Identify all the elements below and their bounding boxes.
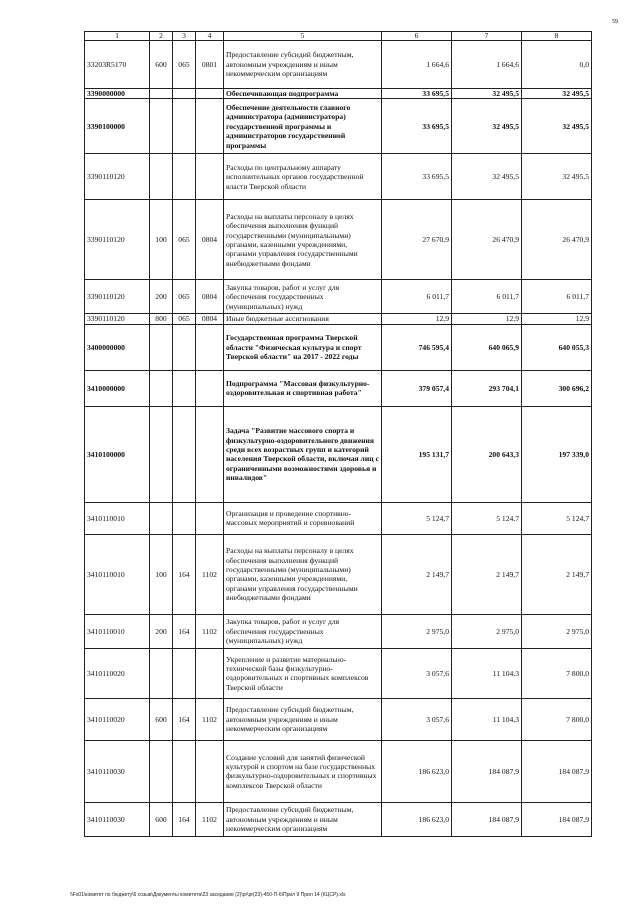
- cell-kcsr-code: 3410110020: [85, 698, 150, 740]
- cell-section: [196, 99, 224, 154]
- cell-expense-type: [150, 406, 173, 502]
- cell-description: Расходы по центральному аппарату исполнительных органов государственной власти Тверской области: [224, 154, 382, 200]
- cell-description: Создание условий для занятий физической культурой и спортом на базе государственных физкультурно-оздоровительных и спортивных комплексов Тверской области: [224, 740, 382, 802]
- budget-table: [84, 31, 592, 837]
- cell-department: [173, 89, 196, 99]
- cell-amount-col8: 184 087,9: [522, 802, 592, 836]
- cell-expense-type: 800: [150, 314, 173, 324]
- table-body: [85, 41, 592, 837]
- cell-amount-col8: 32 495,5: [522, 89, 592, 99]
- cell-amount-col8: 2 149,7: [522, 534, 592, 614]
- cell-amount-col8: 5 124,7: [522, 502, 592, 534]
- table-row: [85, 534, 592, 614]
- cell-amount-col6: 5 124,7: [382, 502, 452, 534]
- cell-amount-col7: 293 704,1: [452, 370, 522, 406]
- cell-description: Государственная программа Тверской области "Физическая культура и спорт Тверской области" на 2017 - 2022 годы: [224, 324, 382, 370]
- cell-amount-col6: 3 057,6: [382, 698, 452, 740]
- table-row: [85, 89, 592, 99]
- cell-amount-col8: 7 800,0: [522, 698, 592, 740]
- cell-kcsr-code: 33203R5170: [85, 41, 150, 89]
- cell-department: [173, 154, 196, 200]
- table-row: [85, 502, 592, 534]
- cell-amount-col6: 2 149,7: [382, 534, 452, 614]
- cell-department: [173, 740, 196, 802]
- cell-department: 065: [173, 280, 196, 314]
- cell-expense-type: 600: [150, 802, 173, 836]
- cell-amount-col6: 33 695,5: [382, 99, 452, 154]
- cell-amount-col6: 6 011,7: [382, 280, 452, 314]
- cell-description: Задача "Развитие массового спорта и физкультурно-оздоровительного движения среди всех возрастных групп и категорий населения Тверской области, включая лиц с ограниченными возможностями здоровья и инвалидов": [224, 406, 382, 502]
- cell-section: 1102: [196, 802, 224, 836]
- cell-amount-col7: 32 495,5: [452, 99, 522, 154]
- cell-amount-col8: 32 495,5: [522, 154, 592, 200]
- cell-description: Закупка товаров, работ и услуг для обеспечения государственных (муниципальных) нужд: [224, 280, 382, 314]
- table-row: [85, 200, 592, 280]
- cell-kcsr-code: 3410110010: [85, 534, 150, 614]
- cell-section: [196, 502, 224, 534]
- cell-amount-col8: 0,0: [522, 41, 592, 89]
- header-col-1: 1: [85, 32, 150, 41]
- cell-description: Иные бюджетные ассигнования: [224, 314, 382, 324]
- table-row: [85, 41, 592, 89]
- cell-kcsr-code: 3410110020: [85, 648, 150, 698]
- cell-amount-col7: 5 124,7: [452, 502, 522, 534]
- cell-department: 164: [173, 698, 196, 740]
- cell-amount-col7: 1 664,6: [452, 41, 522, 89]
- cell-amount-col8: 2 975,0: [522, 614, 592, 648]
- cell-department: [173, 370, 196, 406]
- cell-amount-col7: 2 975,0: [452, 614, 522, 648]
- cell-kcsr-code: 3390100000: [85, 99, 150, 154]
- cell-kcsr-code: 3410110010: [85, 614, 150, 648]
- cell-kcsr-code: 3390110120: [85, 200, 150, 280]
- cell-amount-col7: 11 104,3: [452, 698, 522, 740]
- cell-amount-col7: 200 643,3: [452, 406, 522, 502]
- cell-description: Предоставление субсидий бюджетным, автономным учреждениям и иным некоммерческим организациям: [224, 698, 382, 740]
- table-row: [85, 614, 592, 648]
- cell-section: 0804: [196, 200, 224, 280]
- cell-expense-type: 600: [150, 41, 173, 89]
- cell-expense-type: [150, 502, 173, 534]
- table-row: [85, 324, 592, 370]
- header-col-6: 6: [382, 32, 452, 41]
- header-col-2: 2: [150, 32, 173, 41]
- cell-kcsr-code: 3410100000: [85, 406, 150, 502]
- cell-expense-type: [150, 740, 173, 802]
- cell-expense-type: 100: [150, 534, 173, 614]
- cell-department: [173, 406, 196, 502]
- cell-amount-col7: 6 011,7: [452, 280, 522, 314]
- cell-amount-col7: 26 470,9: [452, 200, 522, 280]
- cell-department: 065: [173, 200, 196, 280]
- table-row: [85, 280, 592, 314]
- cell-section: 1102: [196, 698, 224, 740]
- cell-expense-type: 600: [150, 698, 173, 740]
- cell-amount-col7: 32 495,5: [452, 89, 522, 99]
- cell-amount-col8: 26 470,9: [522, 200, 592, 280]
- cell-amount-col7: 32 495,5: [452, 154, 522, 200]
- cell-amount-col7: 184 087,9: [452, 802, 522, 836]
- file-path-footer: \\Fs01\комитет по бюджету\6 созыв\Документы комитета\23 заседание (2)\pr\pr(23)-450-П-6\Прил 9 Прил 14 (КЦСР).xls: [70, 892, 346, 898]
- cell-amount-col7: 12,9: [452, 314, 522, 324]
- cell-section: [196, 154, 224, 200]
- header-col-7: 7: [452, 32, 522, 41]
- cell-kcsr-code: 3410000000: [85, 370, 150, 406]
- cell-department: [173, 502, 196, 534]
- cell-expense-type: [150, 324, 173, 370]
- cell-amount-col8: 197 339,0: [522, 406, 592, 502]
- table-row: [85, 406, 592, 502]
- cell-amount-col7: 2 149,7: [452, 534, 522, 614]
- cell-amount-col6: 12,9: [382, 314, 452, 324]
- cell-kcsr-code: 3390000000: [85, 89, 150, 99]
- cell-section: [196, 370, 224, 406]
- table-row: [85, 698, 592, 740]
- cell-description: Закупка товаров, работ и услуг для обеспечения государственных (муниципальных) нужд: [224, 614, 382, 648]
- table-row: [85, 802, 592, 836]
- cell-amount-col8: 12,9: [522, 314, 592, 324]
- cell-department: [173, 324, 196, 370]
- cell-department: 164: [173, 614, 196, 648]
- cell-kcsr-code: 3390110120: [85, 314, 150, 324]
- cell-amount-col7: 11 104,3: [452, 648, 522, 698]
- cell-department: [173, 99, 196, 154]
- cell-description: Расходы на выплаты персоналу в целях обеспечения выполнения функций государственными (муниципальными) органами, казенными учреждениями, органами управления государственными внебюджетными фондами: [224, 534, 382, 614]
- cell-description: Подпрограмма "Массовая физкультурно-оздоровительная и спортивная работа": [224, 370, 382, 406]
- cell-amount-col8: 640 055,3: [522, 324, 592, 370]
- cell-description: Обеспечение деятельности главного администратора (администратора) государственной программы и администраторов государственной программы: [224, 99, 382, 154]
- cell-section: [196, 740, 224, 802]
- cell-amount-col6: 186 623,0: [382, 740, 452, 802]
- cell-description: Расходы на выплаты персоналу в целях обеспечения выполнения функций государственными (муниципальными) органами, казенными учреждениями, органами управления государственными внебюджетными фондами: [224, 200, 382, 280]
- cell-amount-col6: 1 664,6: [382, 41, 452, 89]
- cell-amount-col8: 300 696,2: [522, 370, 592, 406]
- cell-amount-col7: 184 087,9: [452, 740, 522, 802]
- table-row: [85, 370, 592, 406]
- cell-description: Укрепление и развитие материально-технической базы физкультурно-оздоровительных и спортивных комплексов Тверской области: [224, 648, 382, 698]
- cell-section: [196, 324, 224, 370]
- cell-amount-col6: 379 057,4: [382, 370, 452, 406]
- cell-section: [196, 406, 224, 502]
- cell-amount-col7: 640 065,9: [452, 324, 522, 370]
- cell-section: [196, 648, 224, 698]
- header-col-4: 4: [196, 32, 224, 41]
- cell-expense-type: 200: [150, 614, 173, 648]
- cell-kcsr-code: 3410110030: [85, 802, 150, 836]
- cell-amount-col6: 2 975,0: [382, 614, 452, 648]
- header-col-5: 5: [224, 32, 382, 41]
- cell-amount-col6: 195 131,7: [382, 406, 452, 502]
- cell-kcsr-code: 3410110010: [85, 502, 150, 534]
- cell-amount-col8: 6 011,7: [522, 280, 592, 314]
- header-col-3: 3: [173, 32, 196, 41]
- cell-description: Организация и проведение спортивно-массовых мероприятий и соревнований: [224, 502, 382, 534]
- cell-kcsr-code: 3390110120: [85, 154, 150, 200]
- page-number: 59: [612, 19, 618, 25]
- cell-expense-type: [150, 99, 173, 154]
- cell-amount-col6: 186 623,0: [382, 802, 452, 836]
- table-row: [85, 99, 592, 154]
- cell-expense-type: 200: [150, 280, 173, 314]
- table-row: [85, 648, 592, 698]
- cell-section: 0804: [196, 314, 224, 324]
- cell-amount-col6: 33 695,5: [382, 89, 452, 99]
- cell-description: Обеспечивающая подпрограмма: [224, 89, 382, 99]
- cell-department: 164: [173, 534, 196, 614]
- cell-section: 1102: [196, 534, 224, 614]
- table-row: [85, 740, 592, 802]
- cell-description: Предоставление субсидий бюджетным, автономным учреждениям и иным некоммерческим организациям: [224, 41, 382, 89]
- cell-department: [173, 648, 196, 698]
- header-col-8: 8: [522, 32, 592, 41]
- cell-expense-type: [150, 154, 173, 200]
- table-row: [85, 314, 592, 324]
- cell-department: 164: [173, 802, 196, 836]
- cell-section: 1102: [196, 614, 224, 648]
- cell-description: Предоставление субсидий бюджетным, автономным учреждениям и иным некоммерческим организациям: [224, 802, 382, 836]
- cell-kcsr-code: 3410110030: [85, 740, 150, 802]
- cell-expense-type: [150, 89, 173, 99]
- cell-section: 0801: [196, 41, 224, 89]
- cell-amount-col8: 184 087,9: [522, 740, 592, 802]
- cell-department: 065: [173, 41, 196, 89]
- cell-section: [196, 89, 224, 99]
- table-row: [85, 154, 592, 200]
- cell-expense-type: 100: [150, 200, 173, 280]
- cell-amount-col8: 32 495,5: [522, 99, 592, 154]
- cell-expense-type: [150, 648, 173, 698]
- cell-department: 065: [173, 314, 196, 324]
- cell-section: 0804: [196, 280, 224, 314]
- cell-kcsr-code: 3400000000: [85, 324, 150, 370]
- cell-amount-col8: 7 800,0: [522, 648, 592, 698]
- cell-amount-col6: 27 670,9: [382, 200, 452, 280]
- cell-amount-col6: 746 595,4: [382, 324, 452, 370]
- cell-kcsr-code: 3390110120: [85, 280, 150, 314]
- cell-expense-type: [150, 370, 173, 406]
- table-header-row: [85, 32, 592, 41]
- cell-amount-col6: 3 057,6: [382, 648, 452, 698]
- cell-amount-col6: 33 695,5: [382, 154, 452, 200]
